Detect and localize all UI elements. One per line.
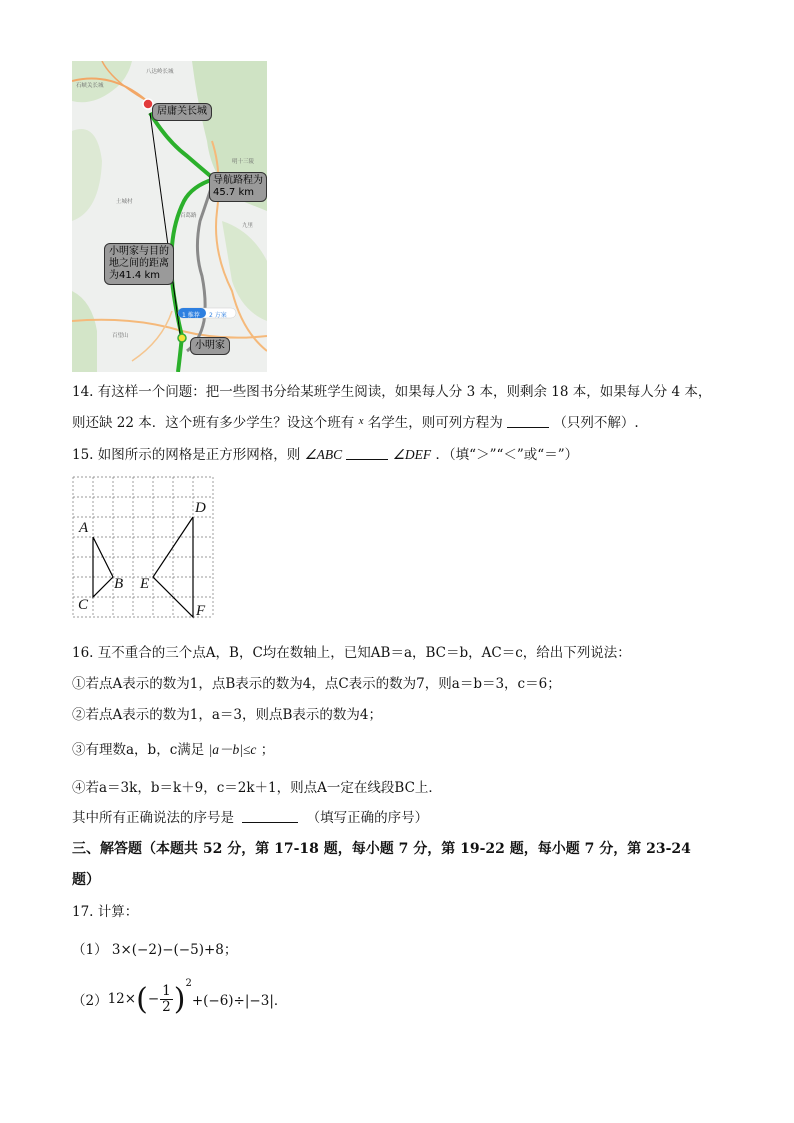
q14-answer-blank[interactable] <box>507 415 549 428</box>
map-place-name: 九里 <box>242 223 254 229</box>
q17-part2 <box>72 974 287 1024</box>
q15-line <box>72 443 578 463</box>
q14-number: 14. <box>72 384 94 400</box>
fraction-numerator: 1 <box>162 982 171 999</box>
q16-question-line <box>72 806 428 826</box>
fraction-one-half <box>160 984 173 1015</box>
map-place-name: 明十三陵 <box>232 159 255 165</box>
q17-part1 <box>72 938 237 958</box>
q14-variable: x <box>358 415 364 427</box>
route-map <box>72 61 267 372</box>
q16-statement-3 <box>72 738 274 758</box>
map-place-name: 百望山 <box>112 333 129 339</box>
home-label: 小明家 <box>190 337 230 355</box>
q16-s3-inequality: |a－b|≤c <box>208 742 257 757</box>
q16-s3-text: ③有理数a，b，c满足 <box>72 742 205 758</box>
q16-s3-end: ； <box>260 742 275 758</box>
q17-number: 17. <box>72 904 94 920</box>
greatwall-label: 居庸关长城 <box>152 103 212 121</box>
triangle-abc <box>93 537 113 597</box>
point-label-f: F <box>196 603 206 619</box>
point-label-e: E <box>140 576 150 592</box>
map-place-name: 土城村 <box>116 199 133 205</box>
map-place-name: 石峡关长城 <box>76 83 104 89</box>
q17-header <box>72 900 138 920</box>
q15-text-b: ．（填“＞”“＜”或“＝”） <box>435 447 579 463</box>
q17-part2-minus: − <box>147 991 160 1007</box>
q17-part2-coef: 12× <box>107 991 137 1007</box>
nav-label-line2: 45.7 km <box>213 187 254 198</box>
nav-label-line1: 导航路程为 <box>213 175 263 186</box>
route-button-recommend[interactable]: 1 推荐 <box>182 312 200 319</box>
q16-ask-b: （填写正确的序号） <box>306 810 429 826</box>
q15-angle-def: ∠DEF <box>392 447 432 462</box>
q15-angle-abc: ∠ABC <box>304 447 343 462</box>
q16-answer-blank[interactable] <box>242 810 298 823</box>
map-place-name: 八达岭长城 <box>146 69 174 75</box>
q14-text-line2b: 名学生，则可列方程为 <box>367 415 503 431</box>
nav-distance-label <box>209 172 267 202</box>
q17-part1-expr: 3×(−2)−(−5)+8； <box>111 942 238 958</box>
grid-svg <box>72 476 214 621</box>
q14-text-line2a: 则还缺 22 本．这个班有多少学生？设这个班有 <box>72 415 355 431</box>
q15-number: 15. <box>72 447 94 463</box>
straight-distance-label <box>104 243 174 285</box>
q16-statement-1: ①若点A表示的数为1，点B表示的数为4，点C表示的数为7，则a＝b＝3，c＝6； <box>72 676 561 692</box>
q16-number: 16. <box>72 645 94 661</box>
q16-ask-a: 其中所有正确说法的序号是 <box>72 810 234 826</box>
q15-grid-figure <box>72 476 214 621</box>
point-label-a: A <box>79 520 89 536</box>
q14-text-line1: 有这样一个问题：把一些图书分给某班学生阅读，如果每人分 3 本，则剩余 18 本，如果每人分 4 本， <box>97 384 712 400</box>
point-label-b: B <box>114 576 124 592</box>
q17-part2-label: （2） <box>72 993 108 1009</box>
q15-text-a: 如图所示的网格是正方形网格，则 <box>97 447 301 463</box>
q17-part1-label: （1） <box>72 942 108 958</box>
distance-label-line3: 为41.4 km <box>109 270 160 281</box>
q17-label: 计算： <box>97 904 139 920</box>
q17-part2-exponent: 2 <box>185 978 192 989</box>
point-label-d: D <box>195 500 206 516</box>
point-label-c: C <box>78 597 89 613</box>
q15-answer-blank[interactable] <box>346 447 388 460</box>
q14-line2 <box>72 411 639 431</box>
map-place-name: 百葛路 <box>180 213 197 219</box>
q16-intro: 互不重合的三个点A，B，C均在数轴上，已知AB＝a，BC＝b，AC＝c，给出下列说法： <box>97 645 631 661</box>
distance-label-line2: 地之间的距离 <box>109 258 169 269</box>
route-button-plan[interactable]: 2 方案 <box>209 312 227 319</box>
distance-label-line1: 小明家与目的 <box>109 246 169 257</box>
right-paren: ) <box>173 981 186 1017</box>
q14-line1 <box>72 380 711 400</box>
q17-part2-rest: +(−6)÷|−3|． <box>191 993 288 1009</box>
section3-title-line2: 题） <box>72 872 100 888</box>
section3-title-line1: 三、解答题（本题共 52 分，第 17-18 题，每小题 7 分，第 19-22 题，每小题 7 分，第 23-24 <box>72 841 691 857</box>
q16-statement-2: ②若点A表示的数为1，a＝3，则点B表示的数为4； <box>72 707 382 723</box>
q16-statement-4: ④若a＝3k，b＝k＋9，c＝2k＋1，则点A一定在线段BC上． <box>72 780 442 796</box>
q14-text-line2c: （只列不解）. <box>553 415 639 431</box>
fraction-denominator: 2 <box>162 998 171 1015</box>
q16-intro-line <box>72 641 631 661</box>
left-paren: ( <box>136 981 148 1017</box>
